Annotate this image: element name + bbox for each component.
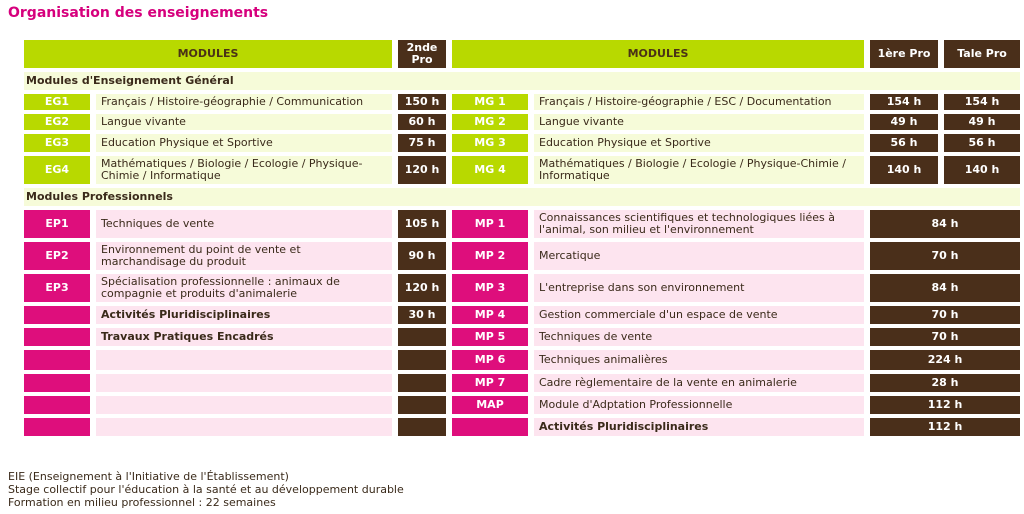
- hours-value: 49 h: [870, 114, 938, 130]
- hours-value: 30 h: [398, 306, 446, 324]
- module-code: MP 2: [452, 242, 528, 270]
- table-row: [24, 350, 1020, 370]
- module-label: Education Physique et Sportive: [96, 134, 392, 152]
- hours-value: 120 h: [398, 274, 446, 302]
- module-code: MG 4: [452, 156, 528, 184]
- section-pro-title: Modules Professionnels: [24, 188, 1020, 206]
- hours-value: 28 h: [870, 374, 1020, 392]
- teaching-organisation-table: [18, 40, 1024, 436]
- hours-value: 140 h: [944, 156, 1020, 184]
- hours-value: 70 h: [870, 328, 1020, 346]
- hours-value: 49 h: [944, 114, 1020, 130]
- module-code: MP 4: [452, 306, 528, 324]
- module-code: EP3: [24, 274, 90, 302]
- hours-value: [398, 328, 446, 346]
- table-row: [24, 396, 1020, 414]
- module-code: EG1: [24, 94, 90, 110]
- hours-value: 56 h: [944, 134, 1020, 152]
- header-tale-pro: Tale Pro: [944, 40, 1020, 68]
- footnote-stage: Stage collectif pour l'éducation à la santé et au développement durable: [8, 483, 404, 496]
- module-label: Mathématiques / Biologie / Ecologie / Physique-Chimie / Informatique: [534, 156, 864, 184]
- hours-value: 84 h: [870, 210, 1020, 238]
- table-row: [24, 418, 1020, 436]
- module-code: MP 5: [452, 328, 528, 346]
- module-label: Travaux Pratiques Encadrés: [96, 328, 392, 346]
- module-code: MG 1: [452, 94, 528, 110]
- table-row: [24, 274, 1020, 302]
- hours-value: 70 h: [870, 306, 1020, 324]
- hours-value: 150 h: [398, 94, 446, 110]
- hours-value: 105 h: [398, 210, 446, 238]
- table-row: [24, 306, 1020, 324]
- footnotes: [8, 470, 404, 509]
- table-row: [24, 94, 1020, 110]
- footnote-formation: Formation en milieu professionnel : 22 semaines: [8, 496, 276, 509]
- table-row: [24, 156, 1020, 184]
- module-label: Français / Histoire-géographie / ESC / Documentation: [534, 94, 864, 110]
- module-code: EG2: [24, 114, 90, 130]
- hours-value: [398, 396, 446, 414]
- module-code: MP 1: [452, 210, 528, 238]
- header-row: [24, 40, 1020, 68]
- hours-value: 56 h: [870, 134, 938, 152]
- hours-value: 90 h: [398, 242, 446, 270]
- module-label: Cadre règlementaire de la vente en animalerie: [534, 374, 864, 392]
- hours-value: 112 h: [870, 396, 1020, 414]
- module-label: Activités Pluridisciplinaires: [534, 418, 864, 436]
- hours-value: [398, 418, 446, 436]
- module-label: [96, 396, 392, 414]
- table-row: [24, 210, 1020, 238]
- module-code: EG4: [24, 156, 90, 184]
- module-label: Techniques animalières: [534, 350, 864, 370]
- section-general-row: [24, 72, 1020, 90]
- module-code: MG 2: [452, 114, 528, 130]
- page-title: Organisation des enseignements: [8, 5, 269, 21]
- module-label: Mathématiques / Biologie / Ecologie / Physique-Chimie / Informatique: [96, 156, 392, 184]
- module-label: Gestion commerciale d'un espace de vente: [534, 306, 864, 324]
- table-row: [24, 328, 1020, 346]
- hours-value: 140 h: [870, 156, 938, 184]
- module-code: EP2: [24, 242, 90, 270]
- header-2nde-pro: 2nde Pro: [398, 40, 446, 68]
- module-code: [452, 418, 528, 436]
- module-label: [96, 374, 392, 392]
- hours-value: 120 h: [398, 156, 446, 184]
- hours-value: 70 h: [870, 242, 1020, 270]
- table-row: [24, 134, 1020, 152]
- module-code: [24, 396, 90, 414]
- hours-value: [398, 350, 446, 370]
- module-label: Environnement du point de vente et marchandisage du produit: [96, 242, 392, 270]
- module-code: [24, 374, 90, 392]
- module-label: Mercatique: [534, 242, 864, 270]
- module-label: Spécialisation professionnelle : animaux de compagnie et produits d'animalerie: [96, 274, 392, 302]
- hours-value: 224 h: [870, 350, 1020, 370]
- footnote-eie: EIE (Enseignement à l'Initiative de l'Établissement): [8, 470, 289, 483]
- module-label: Activités Pluridisciplinaires: [96, 306, 392, 324]
- table-row: [24, 242, 1020, 270]
- module-label: L'entreprise dans son environnement: [534, 274, 864, 302]
- hours-value: [398, 374, 446, 392]
- module-label: Module d'Adptation Professionnelle: [534, 396, 864, 414]
- hours-value: 84 h: [870, 274, 1020, 302]
- module-code: [24, 328, 90, 346]
- module-code: MG 3: [452, 134, 528, 152]
- module-label: Langue vivante: [96, 114, 392, 130]
- section-pro-row: [24, 188, 1020, 206]
- module-code: [24, 306, 90, 324]
- module-label: Education Physique et Sportive: [534, 134, 864, 152]
- module-label: [96, 418, 392, 436]
- hours-value: 75 h: [398, 134, 446, 152]
- hours-value: 60 h: [398, 114, 446, 130]
- module-code: MP 7: [452, 374, 528, 392]
- module-label: Langue vivante: [534, 114, 864, 130]
- module-code: MAP: [452, 396, 528, 414]
- module-code: MP 3: [452, 274, 528, 302]
- modules-header-left: MODULES: [24, 40, 392, 68]
- hours-value: 154 h: [870, 94, 938, 110]
- header-1ere-pro: 1ère Pro: [870, 40, 938, 68]
- module-label: Techniques de vente: [534, 328, 864, 346]
- module-label: Techniques de vente: [96, 210, 392, 238]
- module-label: [96, 350, 392, 370]
- module-code: EP1: [24, 210, 90, 238]
- module-code: [24, 418, 90, 436]
- module-label: Connaissances scientifiques et technologiques liées à l'animal, son milieu et l'environnement: [534, 210, 864, 238]
- module-label: Français / Histoire-géographie / Communication: [96, 94, 392, 110]
- hours-value: 154 h: [944, 94, 1020, 110]
- module-code: [24, 350, 90, 370]
- module-code: MP 6: [452, 350, 528, 370]
- module-code: EG3: [24, 134, 90, 152]
- table-row: [24, 374, 1020, 392]
- table-row: [24, 114, 1020, 130]
- hours-value: 112 h: [870, 418, 1020, 436]
- modules-header-right: MODULES: [452, 40, 864, 68]
- section-general-title: Modules d'Enseignement Général: [24, 72, 1020, 90]
